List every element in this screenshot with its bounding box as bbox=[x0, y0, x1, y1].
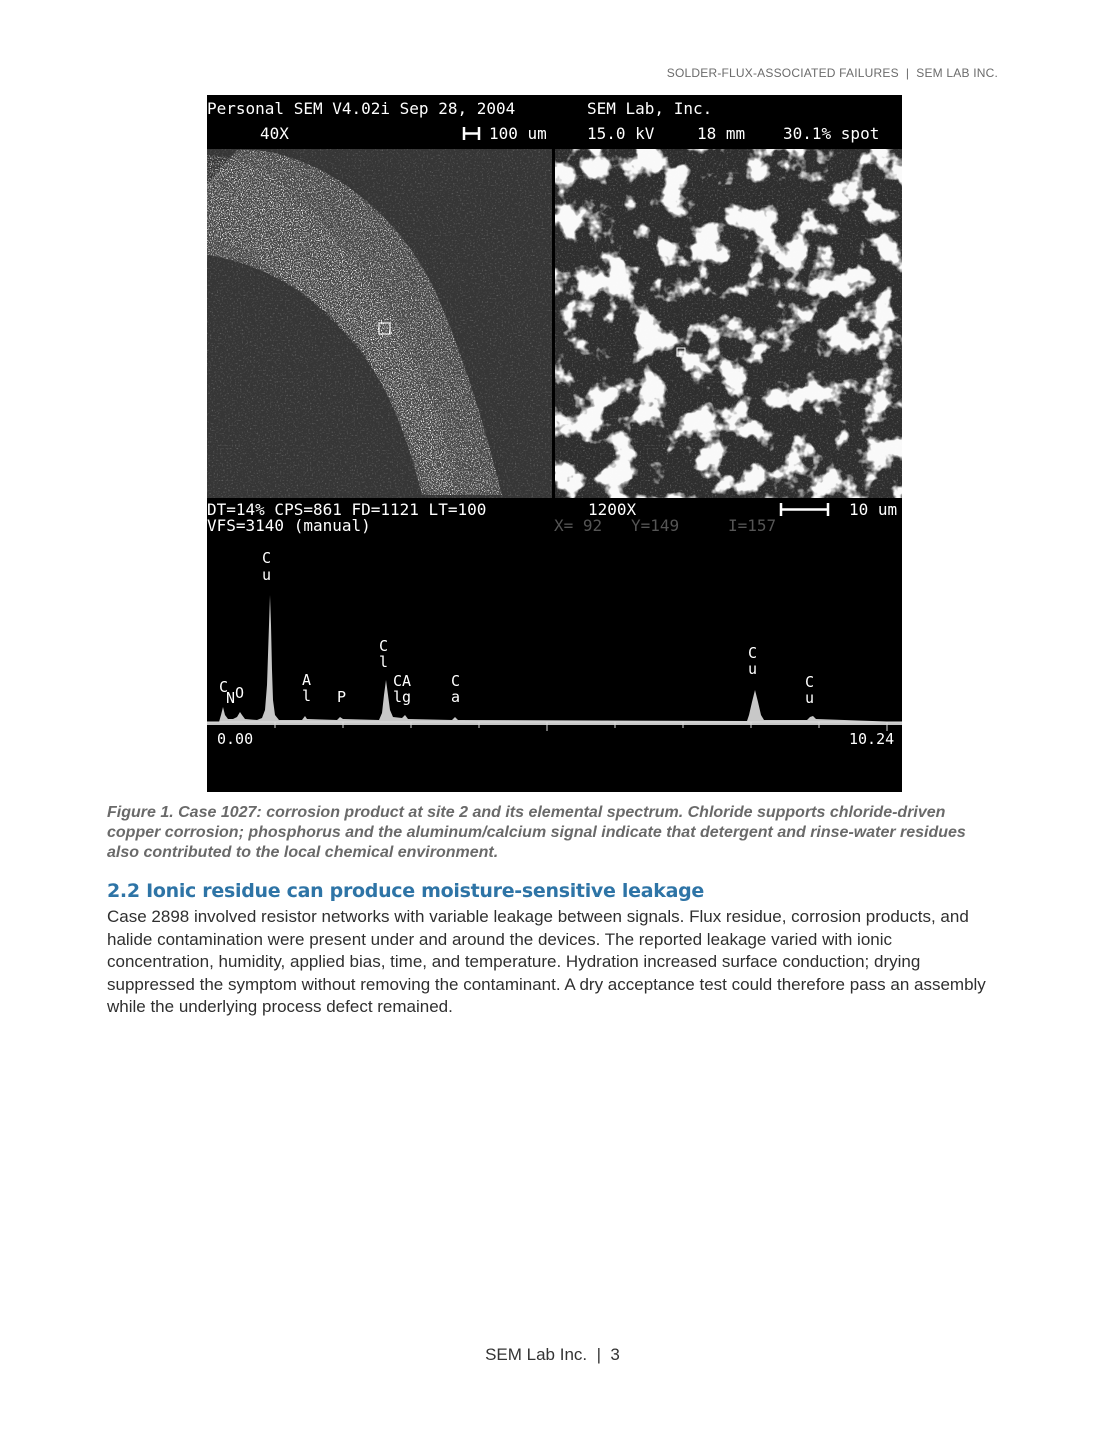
eds-spectrum bbox=[207, 549, 902, 748]
voltage-label: 15.0 kV bbox=[587, 124, 655, 143]
figure-caption: Figure 1. Case 1027: corrosion product at site 2 and its elemental spectrum. Chloride supports chloride-driven copper corrosion; phosphorus and the aluminum/calcium signal indicate that detergent and rinse-water residues also contributed to the local chemical environment. bbox=[107, 804, 966, 861]
spectrum-trace bbox=[207, 595, 902, 725]
sem-figure-canvas bbox=[207, 95, 902, 792]
vfs-label: VFS=3140 (manual) bbox=[207, 516, 371, 535]
peak-label-cu-1: C bbox=[262, 549, 272, 567]
peak-labels bbox=[219, 549, 814, 707]
peak-label-cu-3-sub: u bbox=[805, 689, 815, 707]
sem-figure bbox=[207, 95, 902, 792]
running-header: SOLDER-FLUX-ASSOCIATED FAILURES | SEM LAB INC. bbox=[666, 66, 998, 80]
sem-lab-label: SEM Lab, Inc. bbox=[587, 99, 713, 118]
magnification-label: 40X bbox=[260, 124, 289, 143]
peak-label-al-sub: l bbox=[302, 687, 312, 705]
sem-software-label: Personal SEM V4.02i Sep 28, 2004 bbox=[207, 99, 516, 118]
working-distance-label: 18 mm bbox=[697, 124, 746, 143]
sem-image-left bbox=[207, 149, 552, 498]
page-footer: SEM Lab Inc. | 3 bbox=[485, 1345, 620, 1364]
spot-label: 30.1% spot bbox=[783, 124, 880, 143]
peak-label-cu-1-sub: u bbox=[262, 566, 272, 584]
peak-label-p: P bbox=[337, 688, 347, 706]
image-divider bbox=[552, 149, 555, 498]
scale-bar-10um-icon bbox=[781, 503, 828, 516]
scale-label: 100 um bbox=[489, 124, 547, 143]
peak-label-cu-3: C bbox=[805, 673, 815, 691]
cursor-i: I=157 bbox=[728, 516, 777, 535]
sem-top-bar bbox=[207, 99, 879, 143]
peak-label-cu-2: C bbox=[748, 644, 758, 662]
cursor-x: X= 92 bbox=[554, 516, 603, 535]
peak-label-cl-sub: l bbox=[379, 653, 389, 671]
scale-bar-icon bbox=[464, 127, 479, 140]
peak-label-ca-mg: CA bbox=[393, 672, 412, 690]
peak-label-cl: C bbox=[379, 637, 389, 655]
peak-label-o: O bbox=[235, 684, 245, 702]
peak-label-ca-mg-sub: lg bbox=[393, 688, 412, 706]
spectrum-magnification: 1200X bbox=[588, 500, 637, 519]
sem-info-bar bbox=[207, 500, 897, 535]
scale-label-10um: 10 um bbox=[849, 500, 898, 519]
peak-label-ca-sub: a bbox=[451, 688, 461, 706]
peak-label-c: C bbox=[219, 678, 229, 696]
sem-image-right bbox=[555, 149, 902, 498]
cursor-y: Y=149 bbox=[631, 516, 680, 535]
peak-label-ca: C bbox=[451, 672, 461, 690]
section-heading: 2.2 Ionic residue can produce moisture-sensitive leakage bbox=[107, 880, 704, 902]
section-body: Case 2898 involved resistor networks with variable leakage between signals. Flux residue, corrosion products, and halide contamination were present under and around the devices. The reported leakage varied with ionic concentration, humidity, applied bias, time, and temperature. Hydration increased surface conduction; drying suppressed the symptom without removing the contaminant. A dry acceptance test could therefore pass an assembly while the underlying process defect remained. bbox=[107, 907, 986, 1016]
peak-label-cu-2-sub: u bbox=[748, 660, 758, 678]
peak-label-al: A bbox=[302, 671, 312, 689]
spectrum-x-min: 0.00 bbox=[217, 730, 254, 748]
peak-label-n: N bbox=[226, 689, 236, 707]
detector-stats: DT=14% CPS=861 FD=1121 LT=100 bbox=[207, 500, 487, 519]
spectrum-x-max: 10.24 bbox=[849, 730, 895, 748]
